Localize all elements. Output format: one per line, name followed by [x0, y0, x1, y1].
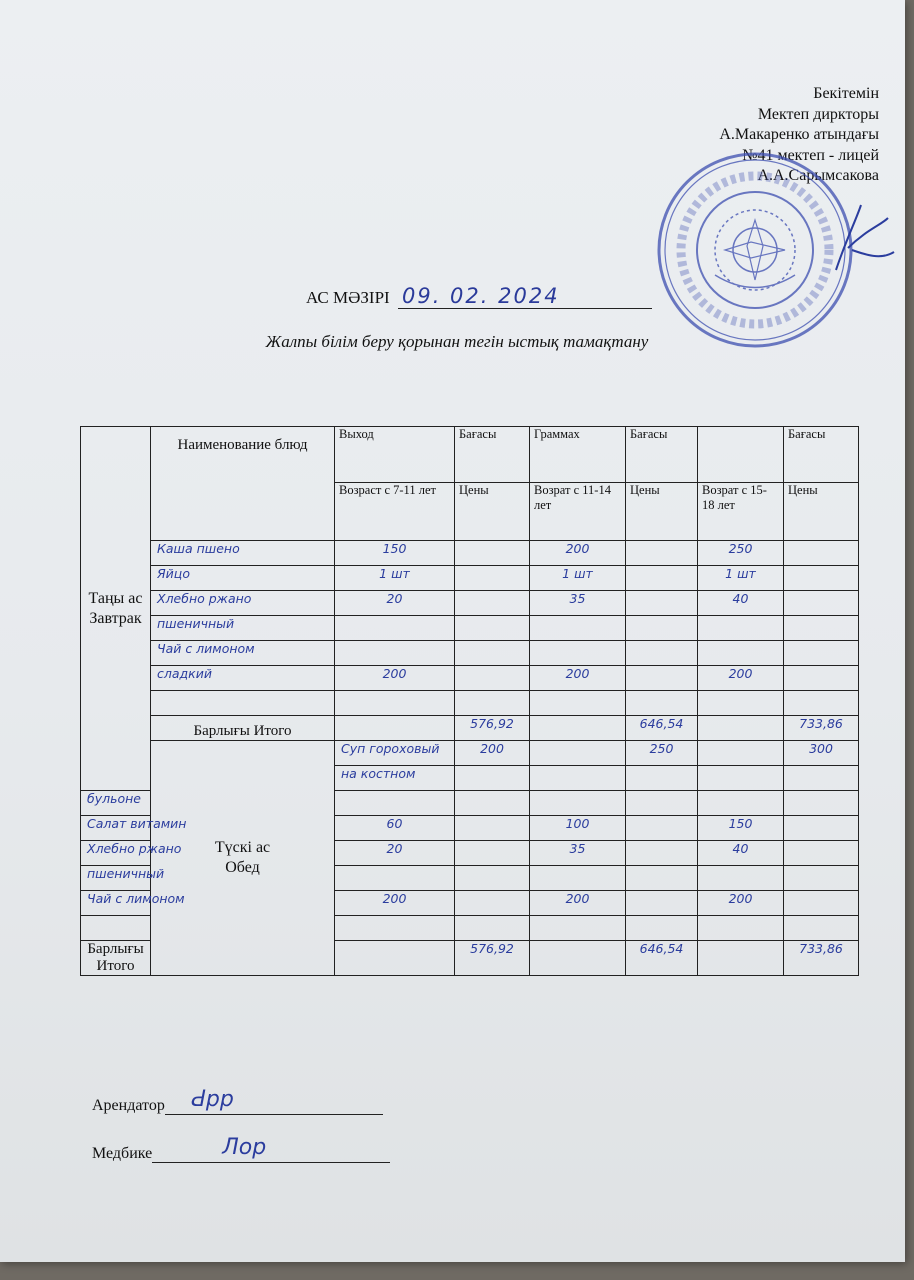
table-row	[81, 641, 859, 666]
header-bagasy-3: Бағасы	[784, 427, 859, 483]
arendator-line	[92, 1087, 383, 1115]
portion-11-14: 250	[626, 741, 698, 766]
portion-11-14: 35	[530, 841, 626, 866]
portion-15-18: 40	[698, 591, 784, 616]
table-row	[81, 741, 859, 766]
portion-7-11: 200	[455, 741, 530, 766]
dish-name: Хлебно ржано	[81, 841, 151, 866]
medbike-label: Медбике	[92, 1145, 153, 1162]
dish-name: Салат витамин	[81, 816, 151, 841]
dish-name: Чай с лимоном	[151, 641, 335, 666]
portion-11-14: 35	[530, 591, 626, 616]
header-ceny-2: Цены	[626, 483, 698, 541]
portion-15-18: 40	[698, 841, 784, 866]
breakfast-label-kz: Таңы ас	[88, 589, 143, 607]
table-row	[81, 566, 859, 591]
table-row	[81, 691, 859, 716]
header-ceny-1: Цены	[455, 483, 530, 541]
arendator-signature: Ԁрр	[190, 1087, 234, 1112]
lunch-total-7-11: 576,92	[455, 941, 530, 976]
portion-7-11: 200	[335, 666, 455, 691]
header-grammah: Граммах	[530, 427, 626, 483]
breakfast-cell	[81, 427, 151, 791]
portion-7-11: 60	[335, 816, 455, 841]
dish-name: пшеничный	[151, 616, 335, 641]
dish-name: пшеничный	[81, 866, 151, 891]
medbike-signature: Лор	[222, 1135, 267, 1160]
header-age-1: Возраст с 7-11 лет	[335, 483, 455, 541]
table-row	[81, 616, 859, 641]
menu-title-label: АС МӘЗІРІ	[306, 288, 390, 307]
table-row	[81, 591, 859, 616]
dish-name: Чай с лимоном	[81, 891, 151, 916]
dish-name: сладкий	[151, 666, 335, 691]
lunch-total-label: Барлығы Итого	[81, 941, 151, 976]
table-row	[81, 666, 859, 691]
breakfast-total-7-11: 576,92	[455, 716, 530, 741]
dish-name: Яйцо	[151, 566, 335, 591]
menu-title	[306, 284, 652, 309]
header-dish-name: Наименование блюд	[151, 427, 335, 541]
arendator-signature-line	[165, 1087, 383, 1115]
portion-7-11: 20	[335, 841, 455, 866]
approval-line-3: А.Макаренко атындағы	[719, 126, 879, 143]
menu-subtitle: Жалпы білім беру қорынан тегін ыстық тамақтану	[265, 332, 649, 351]
portion-11-14: 200	[530, 541, 626, 566]
dish-name: Хлебно ржано	[151, 591, 335, 616]
dish-name: Каша пшено	[151, 541, 335, 566]
header-bagasy-1: Бағасы	[455, 427, 530, 483]
portion-15-18: 200	[698, 891, 784, 916]
lunch-total-11-14: 646,54	[626, 941, 698, 976]
portion-7-11: 200	[335, 891, 455, 916]
director-signature	[826, 200, 896, 280]
breakfast-total-11-14: 646,54	[626, 716, 698, 741]
portion-11-14: 200	[530, 891, 626, 916]
medbike-signature-line	[152, 1135, 390, 1163]
portion-11-14: 100	[530, 816, 626, 841]
header-empty	[698, 427, 784, 483]
portion-7-11: 20	[335, 591, 455, 616]
portion-11-14: 200	[530, 666, 626, 691]
breakfast-total-row	[81, 716, 859, 741]
approval-line-1: Бекітемін	[813, 85, 879, 102]
table-row	[81, 541, 859, 566]
lunch-label-kz: Түскі ас	[214, 839, 271, 856]
dish-name: бульоне	[81, 791, 151, 816]
medbike-line	[92, 1135, 390, 1163]
lunch-label-ru: Обед	[225, 859, 260, 876]
menu-table	[80, 426, 859, 976]
portion-15-18: 200	[698, 666, 784, 691]
portion-7-11: 150	[335, 541, 455, 566]
lunch-cell	[151, 741, 335, 976]
menu-date: 09. 02. 2024	[398, 284, 652, 309]
portion-15-18: 250	[698, 541, 784, 566]
breakfast-total-15-18: 733,86	[784, 716, 859, 741]
official-stamp	[655, 150, 855, 350]
breakfast-label-ru: Завтрак	[89, 609, 142, 627]
header-bagasy-2: Бағасы	[626, 427, 698, 483]
dish-name: Суп гороховый	[335, 741, 455, 766]
header-age-3: Возрат с 15-18 лет	[698, 483, 784, 541]
portion-15-18: 300	[784, 741, 859, 766]
lunch-total-15-18: 733,86	[784, 941, 859, 976]
breakfast-total-label: Барлығы Итого	[151, 716, 335, 741]
portion-11-14: 1 шт	[530, 566, 626, 591]
portion-15-18: 1 шт	[698, 566, 784, 591]
portion-7-11: 1 шт	[335, 566, 455, 591]
header-ceny-3: Цены	[784, 483, 859, 541]
dish-name: на костном	[335, 766, 455, 791]
arendator-label: Арендатор	[92, 1097, 165, 1114]
header-vyhod: Выход	[335, 427, 455, 483]
approval-line-5: А.А.Сарымсакова	[757, 167, 879, 184]
approval-line-2: Мектеп дирктоpы	[757, 105, 879, 123]
header-age-2: Возрат с 11-14 лет	[530, 483, 626, 541]
portion-15-18: 150	[698, 816, 784, 841]
approval-line-4: №41 мектеп - лицей	[742, 146, 879, 164]
